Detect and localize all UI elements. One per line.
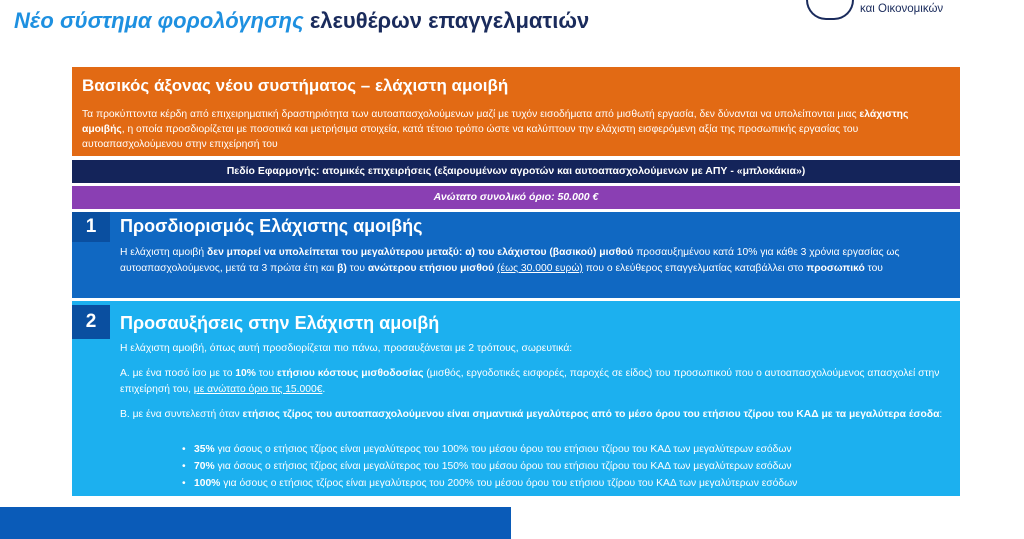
s1-t4: β) — [337, 263, 347, 274]
s2-b1: Β. με ένα συντελεστή όταν — [120, 409, 243, 420]
page-title — [14, 8, 589, 34]
s1-t5: του — [346, 263, 368, 274]
bullet-item — [182, 459, 792, 475]
page-title-part1: Νέο σύστημα φορολόγησης — [14, 8, 304, 33]
s1-t8: που ο ελεύθερος επαγγελματίας καταβάλλει στο — [582, 263, 807, 274]
bullet-text: για όσους ο ετήσιος τζίρος είναι μεγαλύτερος του 150% του μέσου όρου του ετήσιου τζίρου του ΚΑΔ των μεγαλύτερων εσόδων — [214, 461, 792, 472]
page-title-part2: ελευθέρων επαγγελματιών — [309, 8, 590, 33]
bullet-dot-icon: • — [182, 461, 186, 472]
s1-t3: προσαυξημένου κατά 10% για κάθε 3 χρόνια εργασίας ως αυτοαπασχολούμενος, μετά τα 3 πρώτα έτη και — [120, 247, 900, 274]
section-1 — [72, 212, 960, 298]
s1-t2: δεν μπορεί να υπολείπεται του μεγαλύτερου μεταξύ: α) του ελάχιστου (βασικού) μισθού — [206, 247, 634, 258]
s2-a2: 10% — [235, 368, 256, 379]
bullet-item — [182, 476, 797, 492]
section-1-heading: Προσδιορισμός Ελάχιστης αμοιβής — [120, 216, 423, 236]
intro-text-post: , η οποία προσδιορίζεται με ποσοτικά και μετρήσιμα στοιχεία, κατά τέτοιο τρόπο ώστε να καλύπτουν την ελάχιστη εισφερόμενη αξία της προσωπικής εργασίας του αυτοαπασχολούμενου στην επιχείρησή του — [82, 124, 859, 150]
s1-t7: (έως 30.000 ευρώ) — [497, 263, 583, 274]
footer-bar — [0, 507, 511, 539]
bullet-pct: 100% — [194, 478, 221, 489]
intro-text — [82, 107, 952, 152]
bullet-pct: 35% — [194, 444, 215, 455]
intro-text-bold: ελάχιστης αμοιβής — [82, 109, 909, 135]
intro-box — [72, 67, 960, 156]
s1-t1: Η ελάχιστη αμοιβή — [120, 247, 207, 258]
s1-t6: ανώτερου ετήσιου μισθού — [367, 263, 495, 274]
s1-t9: προσωπικό — [806, 263, 865, 274]
s2-a3: του — [255, 368, 277, 379]
bullet-item — [182, 442, 792, 458]
section-1-number: 1 — [72, 212, 110, 242]
section-1-text — [120, 245, 955, 277]
ministry-name: και Οικονομικών — [860, 3, 944, 15]
bullet-text: για όσους ο ετήσιος τζίρος είναι μεγαλύτερος του 200% του μέσου όρου του ετήσιου τζίρου του ΚΑΔ των μεγαλύτερων εσόδων — [220, 478, 798, 489]
bullet-pct: 70% — [194, 461, 215, 472]
s2-a7: . — [322, 384, 326, 395]
section-2-intro: Η ελάχιστη αμοιβή, όπως αυτή προσδιορίζεται πιο πάνω, προσαυξάνεται με 2 τρόπους, σωρευτικά: — [120, 343, 573, 354]
section-2-number: 2 — [72, 305, 110, 339]
section-2-item-a — [120, 366, 955, 398]
scope-banner: Πεδίο Εφαρμογής: ατομικές επιχειρήσεις (εξαιρουμένων αγροτών και αυτοαπασχολούμενων με ΑΠΥ - «μπλοκάκια») — [72, 160, 960, 183]
s2-a5: (μισθός, εργοδοτικές εισφορές, παροχές σε είδος) του προσωπικού που ο αυτοαπασχολούμενος απασχολεί στην επιχείρησή του, — [120, 368, 940, 395]
section-2-item-b — [120, 407, 955, 423]
s2-b3: : — [939, 409, 943, 420]
section-2 — [72, 301, 960, 496]
limit-banner: Ανώτατο συνολικό όριο: 50.000 € — [72, 186, 960, 209]
bullet-dot-icon: • — [182, 478, 186, 489]
s2-a1: Α. με ένα ποσό ίσο με το — [120, 368, 236, 379]
bullet-dot-icon: • — [182, 444, 186, 455]
bullet-text: για όσους ο ετήσιος τζίρος είναι μεγαλύτερος του 100% του μέσου όρου του ετήσιου τζίρου του ΚΑΔ των μεγαλύτερων εσόδων — [214, 444, 792, 455]
s2-b2: ετήσιος τζίρος του αυτοαπασχολούμενου είναι σημαντικά μεγαλύτερος από το μέσο όρου του ετήσιου τζίρου του ΚΑΔ με τα μεγαλύτερα έσοδα — [242, 409, 940, 420]
s1-t10: του — [864, 263, 883, 274]
intro-heading: Βασικός άξονας νέου συστήματος – ελάχιστη αμοιβή — [82, 76, 509, 95]
intro-text-pre: Τα προκύπτοντα κέρδη από επιχειρηματική δραστηριότητα των αυτοαπασχολούμενων μαζί με τυχόν εισοδήματα από μισθωτή εργασία, δεν δύνανται να υπολείπονται μιας — [82, 109, 860, 120]
ministry-logo-icon — [806, 0, 854, 20]
s2-a4: ετήσιου κόστους μισθοδοσίας — [276, 368, 424, 379]
section-2-heading: Προσαυξήσεις στην Ελάχιστη αμοιβή — [120, 313, 440, 333]
s2-a6: με ανώτατο όριο τις 15.000€ — [193, 384, 323, 395]
